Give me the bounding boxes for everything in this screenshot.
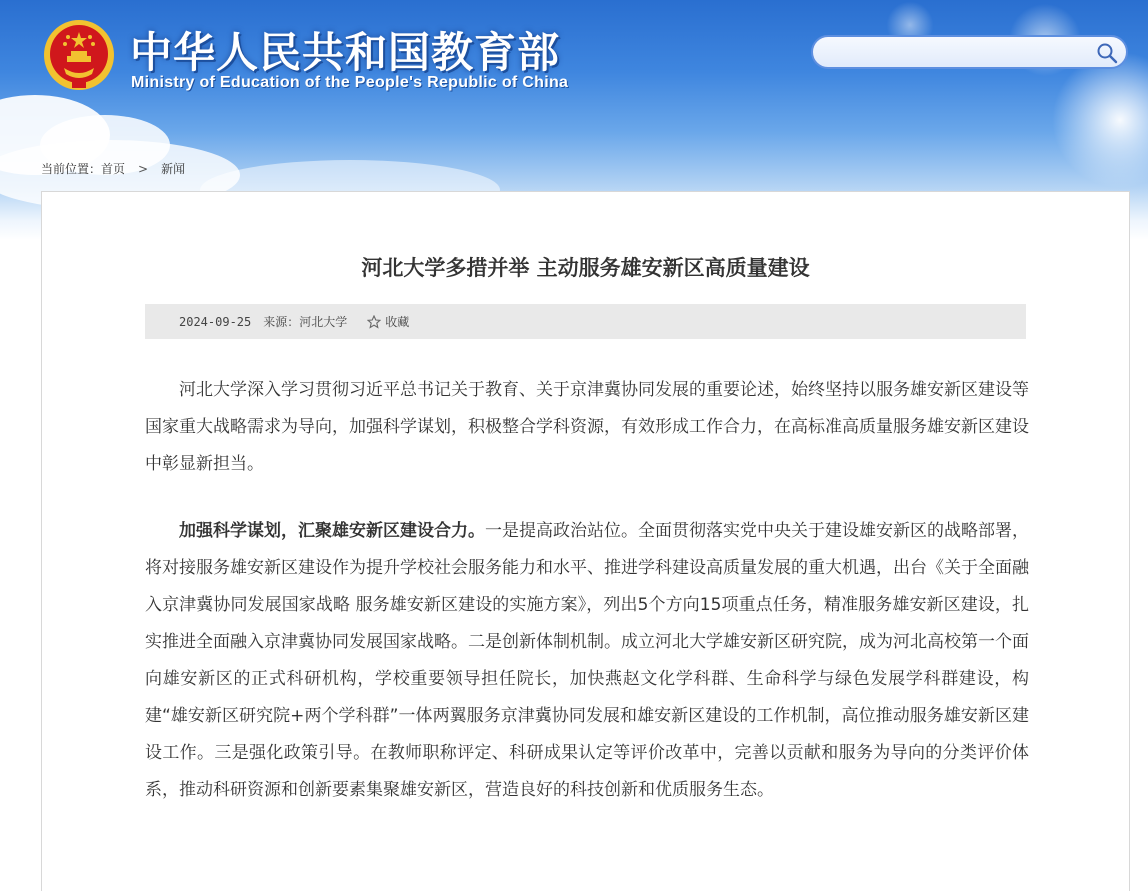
site-title-english: Ministry of Education of the People's Republic of China xyxy=(131,74,569,91)
paragraph-lead: 加强科学谋划，汇聚雄安新区建设合力。 xyxy=(179,521,485,541)
article-date: 2024-09-25 xyxy=(179,314,252,329)
national-emblem-icon[interactable] xyxy=(42,18,116,92)
breadcrumb-current[interactable]: 新闻 xyxy=(161,162,186,176)
article-paragraph xyxy=(145,513,1029,809)
favorite-button[interactable] xyxy=(367,313,409,330)
search-box[interactable] xyxy=(811,35,1128,69)
chevron-right-icon: > xyxy=(138,161,149,176)
breadcrumb-home-link[interactable]: 首页 xyxy=(101,162,126,176)
search-input[interactable] xyxy=(827,43,1101,65)
article-title: 河北大学多措并举 主动服务雄安新区高质量建设 xyxy=(361,256,810,280)
article-body xyxy=(145,372,1029,839)
breadcrumb-label: 当前位置： xyxy=(41,162,102,176)
breadcrumb xyxy=(41,160,185,177)
search-icon[interactable] xyxy=(1096,42,1118,64)
paragraph-text: 一是提高政治站位。全面贯彻落实党中央关于建设雄安新区的战略部署，将对接服务雄安新区建设作为提升学校社会服务能力和水平、推进学科建设高质量发展的重大机遇，出台《关于全面融入京津冀协同发展国家战略 服务雄安新区建设的实施方案》，列出5个方向15项重点任务，精准服务雄安新区建设，扎实推进全面融入京津冀协同发展国家战略。二是创新体制机制。成立河北大学雄安新区研究院，成为河北高校第一个面向雄安新区的正式科研机构，学校重要领导担任院长，加快燕赵文化学科群、生命科学与绿色发展学科群建设，构建“雄安新区研究院+两个学科群”一体两翼服务京津冀协同发展和雄安新区建设的工作机制，高位推动服务雄安新区建设工作。三是强化政策引导。在教师职称评定、科研成果认定等评价改革中，完善以贡献和服务为导向的分类评价体系，推动科研资源和创新要素集聚雄安新区，营造良好的科技创新和优质服务生态。 xyxy=(145,521,1029,800)
article-paragraph: 河北大学深入学习贯彻习近平总书记关于教育、关于京津冀协同发展的重要论述，始终坚持以服务雄安新区建设等国家重大战略需求为导向，加强科学谋划，积极整合学科资源，有效形成工作合力，在高标准高质量服务雄安新区建设中彰显新担当。 xyxy=(145,380,1029,474)
favorite-label[interactable]: 收藏 xyxy=(385,315,410,329)
star-icon[interactable] xyxy=(367,315,381,329)
article-source: 来源：河北大学 xyxy=(263,315,348,329)
article-meta-bar xyxy=(145,304,1026,339)
site-title[interactable]: 中华人民共和国教育部 xyxy=(130,28,561,77)
